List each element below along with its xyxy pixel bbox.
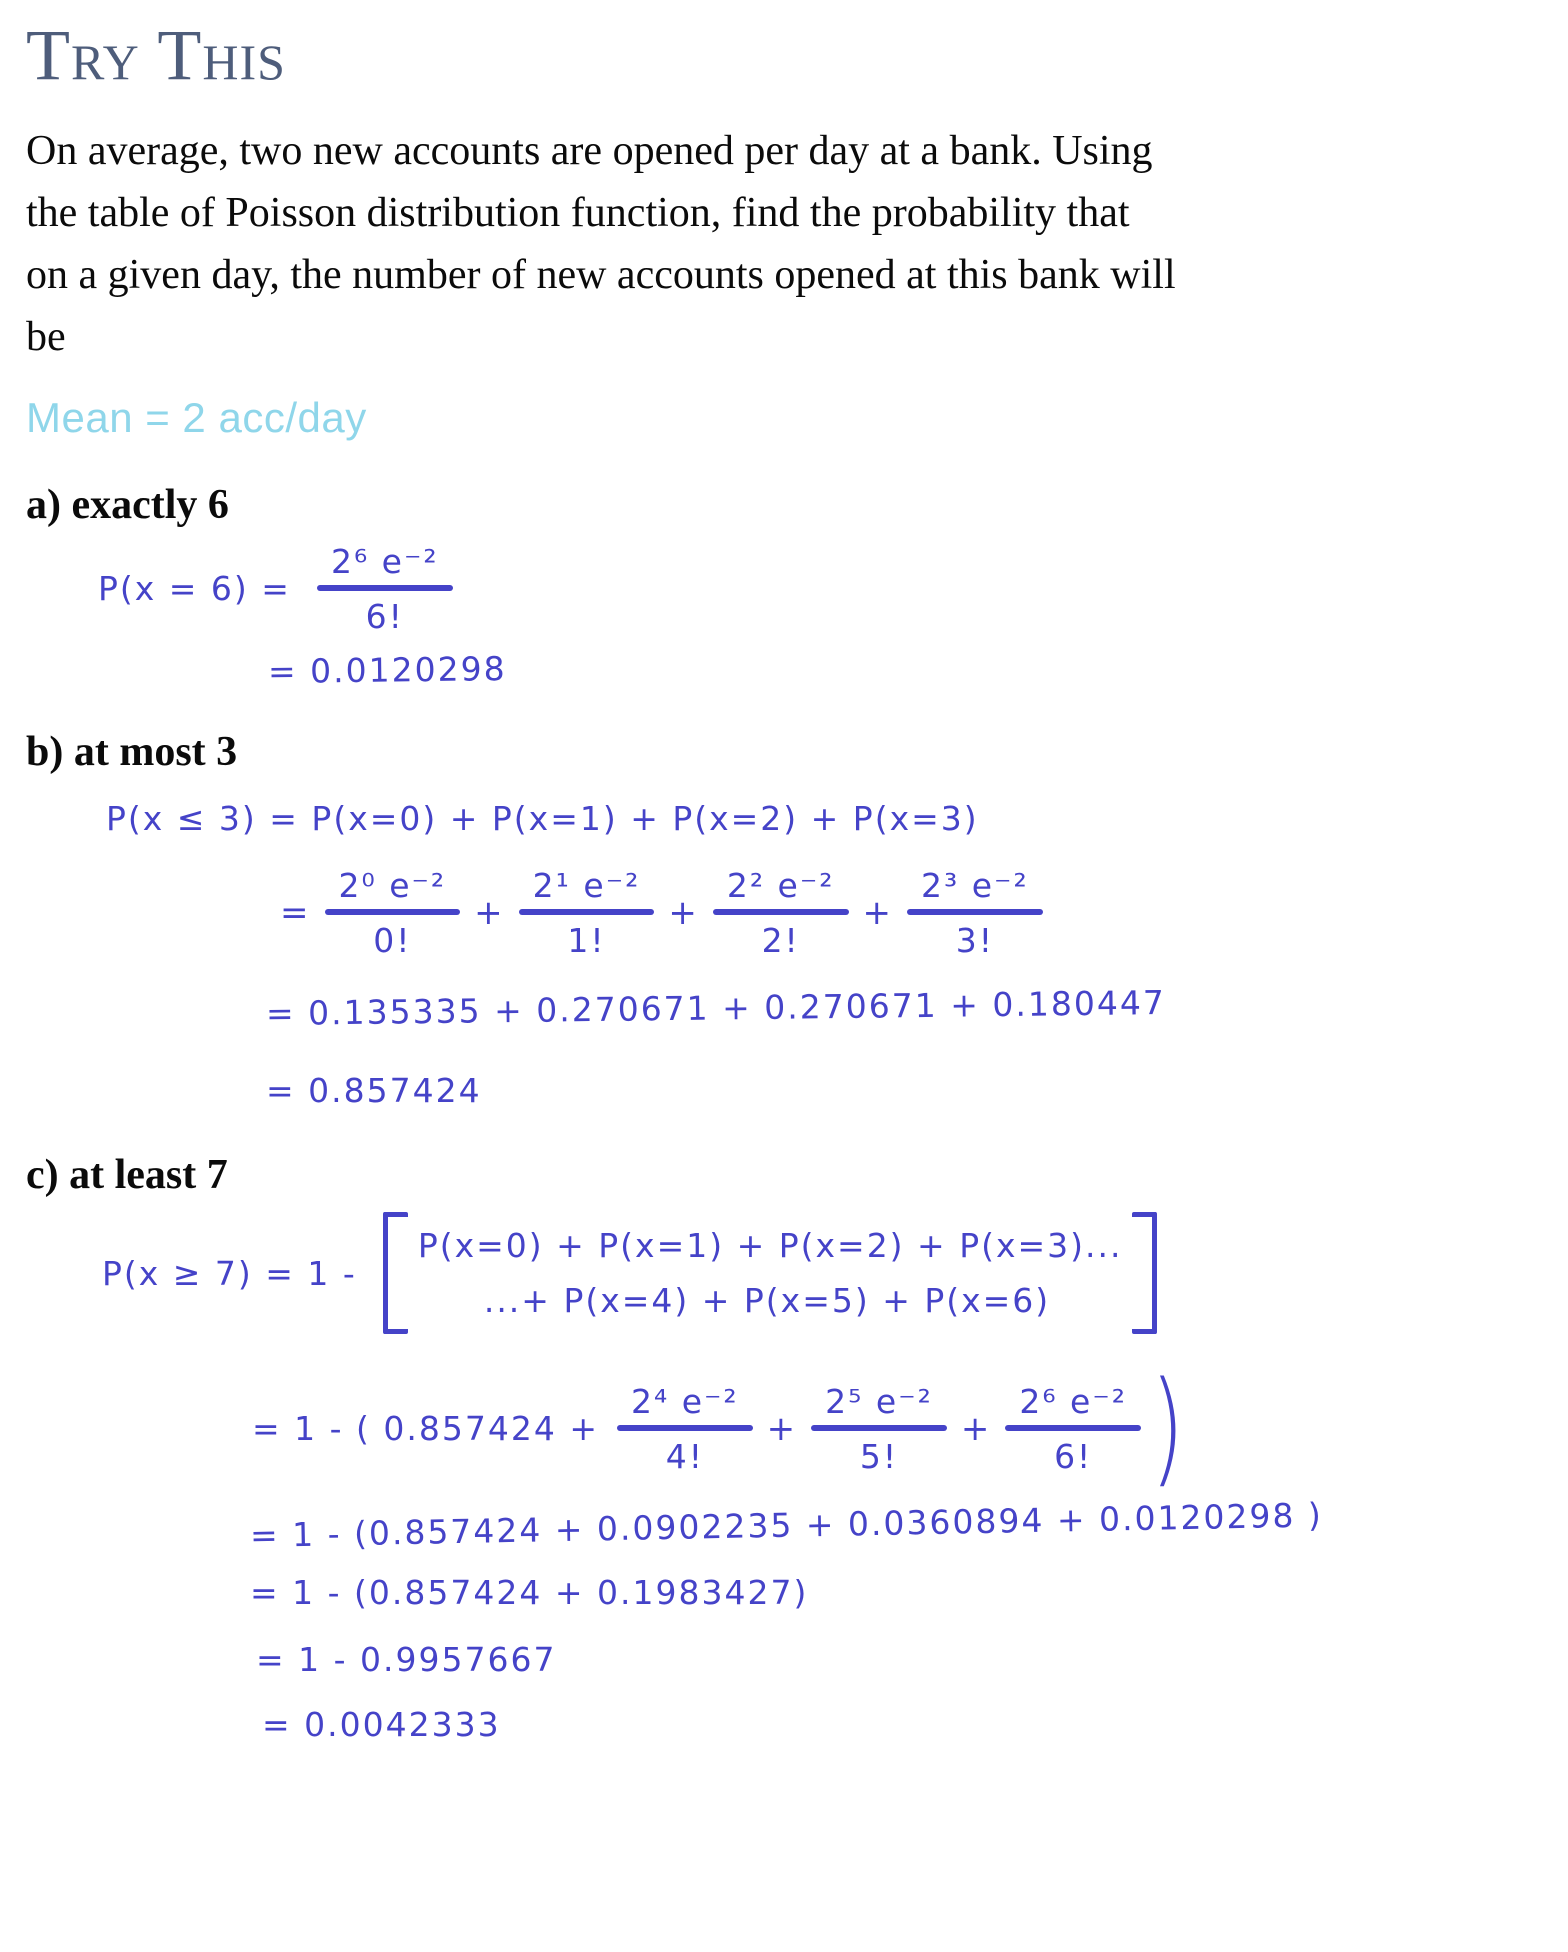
page-title: Try This — [26, 15, 286, 95]
part-b-heading: b) at most 3 — [26, 728, 238, 775]
fraction — [617, 1382, 753, 1476]
fraction — [811, 1382, 947, 1476]
fraction-denominator: 5! — [859, 1436, 899, 1476]
right-square-bracket — [1132, 1212, 1157, 1334]
fraction-denominator: 3! — [955, 920, 994, 960]
fraction — [317, 542, 453, 636]
fraction-numerator: 2⁵ e⁻² — [825, 1381, 933, 1421]
part-b-result: = 0.857424 — [266, 1070, 482, 1110]
part-c-step3: = 1 - (0.857424 + 0.1983427) — [250, 1572, 809, 1612]
mean-annotation: Mean = 2 acc/day — [26, 393, 367, 441]
part-b-fraction-row — [266, 866, 1538, 960]
bracket-line-1: P(x=0) + P(x=1) + P(x=2) + P(x=3)... — [417, 1226, 1123, 1266]
problem-line: on a given day, the number of new accounts opened at this bank will — [26, 251, 1176, 298]
problem-line: On average, two new accounts are opened per day at a bank. Using — [26, 127, 1153, 174]
problem-line: be — [26, 313, 66, 360]
bracket-line-2: ...+ P(x=4) + P(x=5) + P(x=6) — [483, 1281, 1051, 1321]
part-c-heading: c) at least 7 — [26, 1151, 228, 1198]
part-c-lhs: P(x ≥ 7) = 1 - — [102, 1253, 357, 1293]
fraction-denominator: 4! — [665, 1436, 704, 1476]
part-c-step2: = 1 - (0.857424 + 0.0902235 + 0.0360894 + 0.0120298 ) — [249, 1494, 1324, 1555]
fraction — [325, 866, 461, 960]
fraction-denominator: 0! — [373, 920, 412, 960]
part-c-step1-prefix: = 1 - ( 0.857424 + — [252, 1409, 599, 1449]
part-a-lhs: P(x = 6) = — [98, 569, 291, 609]
fraction-denominator: 1! — [567, 920, 606, 960]
fraction-numerator: 2⁶ e⁻² — [330, 541, 439, 581]
fraction-numerator: 2¹ e⁻² — [532, 865, 641, 905]
plus-sign: + — [862, 892, 894, 933]
part-b-expansion: P(x ≤ 3) = P(x=0) + P(x=1) + P(x=2) + P(x=3) — [106, 798, 979, 838]
equals-sign: = — [280, 892, 311, 933]
part-c-complement-equation — [102, 1212, 1538, 1334]
part-c-step4: = 1 - 0.9957667 — [256, 1639, 557, 1679]
fraction-numerator: 2⁶ e⁻² — [1019, 1381, 1128, 1421]
part-c-step1-row — [252, 1356, 1538, 1501]
fraction — [713, 866, 849, 960]
fraction-numerator: 2³ e⁻² — [921, 865, 1029, 905]
part-c-result: = 0.0042333 — [262, 1704, 501, 1744]
fraction-numerator: 2⁰ e⁻² — [338, 865, 447, 905]
fraction — [519, 866, 655, 960]
fraction-numerator: 2⁴ e⁻² — [631, 1381, 739, 1421]
part-a-result: = 0.0120298 — [267, 648, 507, 691]
fraction — [907, 866, 1043, 960]
left-square-bracket — [383, 1212, 408, 1334]
plus-sign: + — [668, 892, 699, 933]
fraction-denominator: 6! — [365, 596, 404, 636]
fraction-denominator: 2! — [761, 920, 800, 960]
fraction-denominator: 6! — [1054, 1436, 1093, 1476]
plus-sign: + — [766, 1408, 798, 1449]
fraction-numerator: 2² e⁻² — [726, 865, 835, 905]
part-a-equation — [98, 542, 1538, 636]
part-b-sum-line: = 0.135335 + 0.270671 + 0.270671 + 0.180447 — [265, 982, 1167, 1033]
closing-paren: ) — [1150, 1356, 1186, 1501]
fraction — [1005, 1382, 1141, 1476]
problem-statement — [26, 120, 1538, 368]
problem-line: the table of Poisson distribution function, find the probability that — [26, 189, 1130, 236]
bracket-content — [408, 1212, 1133, 1334]
plus-sign: + — [474, 892, 505, 933]
part-a-heading: a) exactly 6 — [26, 481, 229, 528]
plus-sign: + — [960, 1408, 992, 1449]
